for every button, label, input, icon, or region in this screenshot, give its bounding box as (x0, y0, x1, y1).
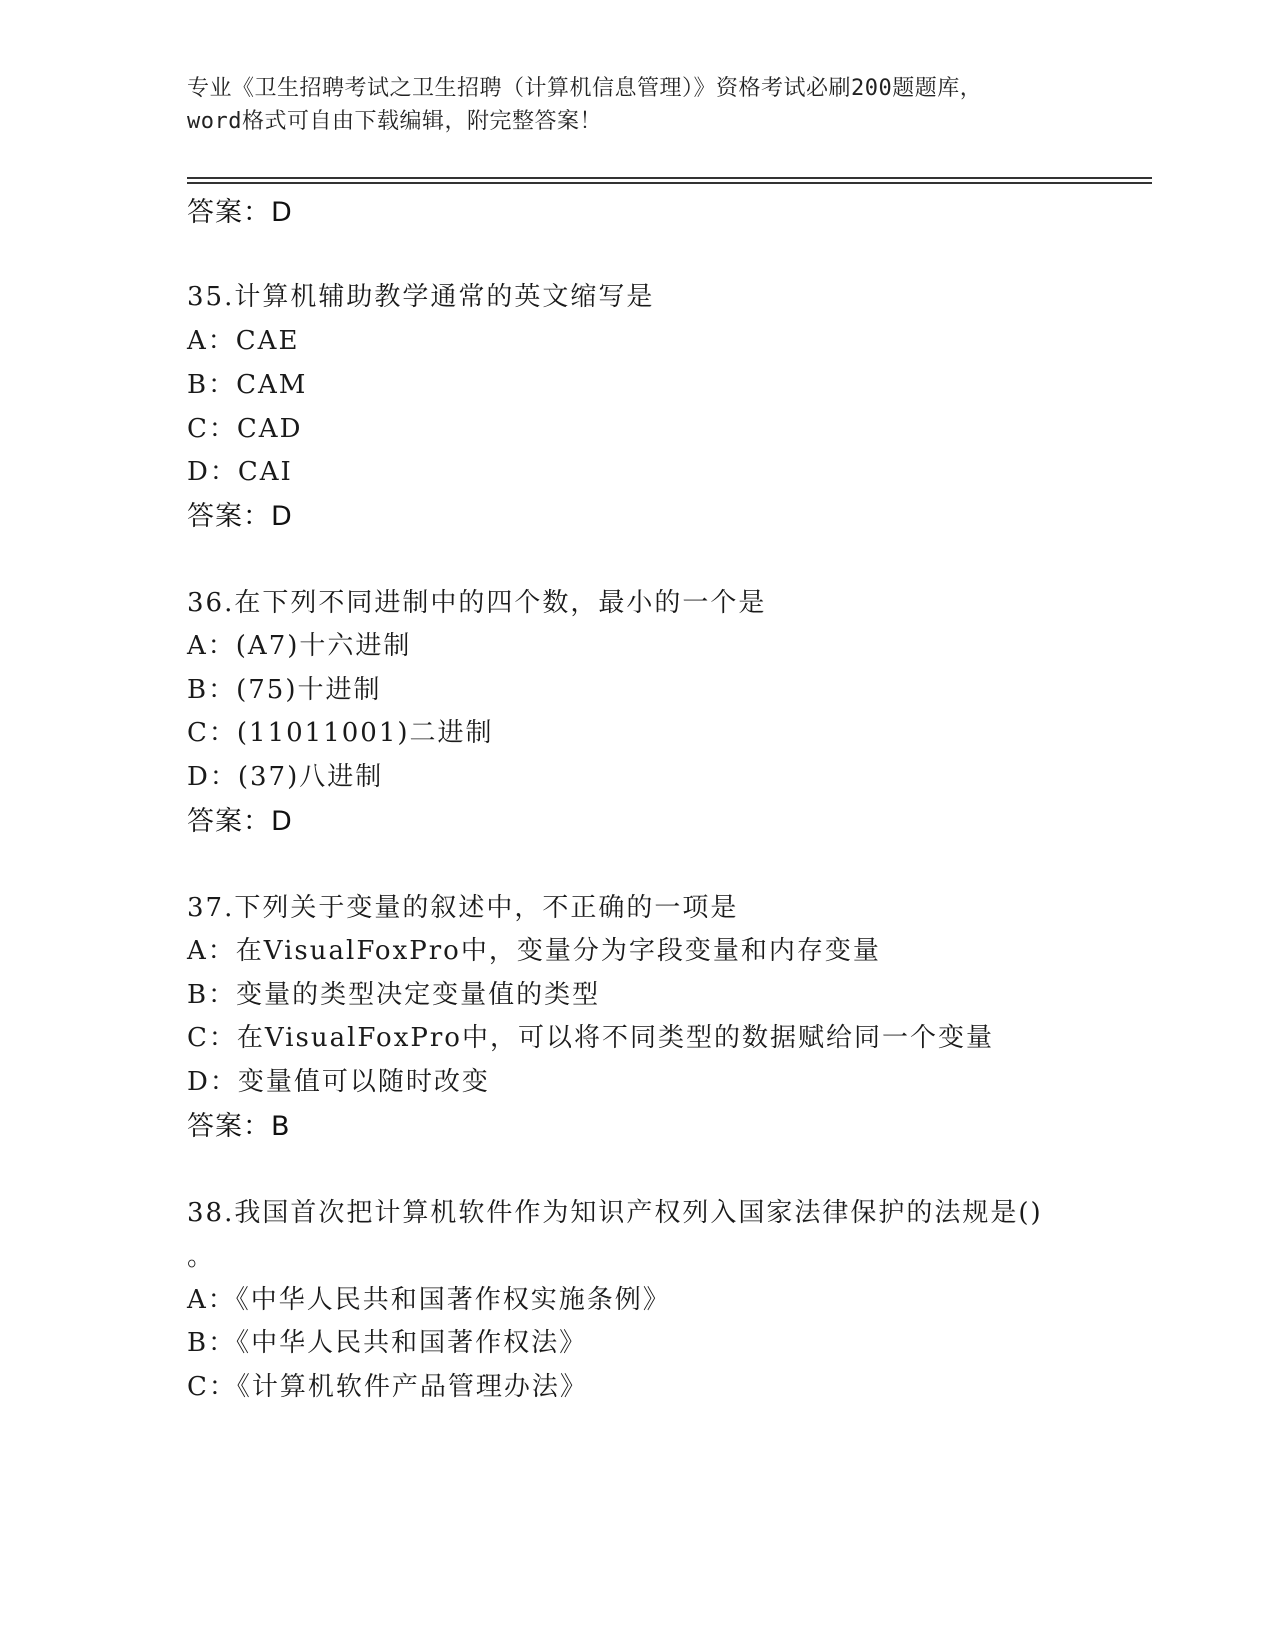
header-line-2: word格式可自由下载编辑，附完整答案！ (187, 109, 602, 134)
question-36-option-b: B：(75)十进制 (187, 675, 382, 705)
question-35-option-d: D：CAI (187, 457, 293, 487)
document-header (187, 72, 1087, 138)
question-35-option-c: C：CAD (187, 414, 303, 444)
previous-answer: 答案：D (187, 197, 293, 228)
question-36-option-d: D：(37)八进制 (187, 762, 384, 792)
question-35-option-b: B：CAM (187, 370, 308, 400)
question-37-option-b: B：变量的类型决定变量值的类型 (187, 980, 601, 1010)
question-38-text: 38.我国首次把计算机软件作为知识产权列入国家法律保护的法规是() (187, 1198, 1043, 1228)
question-36-text: 36.在下列不同进制中的四个数，最小的一个是 (187, 588, 767, 618)
header-rule-bottom (187, 182, 1152, 184)
question-35-option-a: A：CAE (187, 326, 300, 356)
header-rule-top (187, 177, 1152, 179)
question-38-option-b: B：《中华人民共和国著作权法》 (187, 1328, 588, 1358)
question-37-option-c: C：在VisualFoxPro中，可以将不同类型的数据赋给同一个变量 (187, 1023, 994, 1053)
question-38-option-a: A：《中华人民共和国著作权实施条例》 (187, 1285, 671, 1315)
question-36-answer: 答案：D (187, 806, 293, 837)
question-38-option-c: C：《计算机软件产品管理办法》 (187, 1372, 588, 1402)
question-37-answer: 答案：B (187, 1111, 291, 1142)
question-35-text: 35.计算机辅助教学通常的英文缩写是 (187, 282, 655, 312)
question-38-text-continued: 。 (187, 1242, 216, 1272)
header-line-1: 专业《卫生招聘考试之卫生招聘（计算机信息管理）》资格考试必刷200题题库， (187, 76, 983, 101)
question-35-answer: 答案：D (187, 501, 293, 532)
question-36-option-a: A：(A7)十六进制 (187, 631, 412, 661)
question-37-option-d: D：变量值可以随时改变 (187, 1067, 490, 1097)
question-36-option-c: C：(11011001)二进制 (187, 718, 494, 748)
question-37-text: 37.下列关于变量的叙述中，不正确的一项是 (187, 893, 739, 923)
question-37-option-a: A：在VisualFoxPro中，变量分为字段变量和内存变量 (187, 936, 881, 966)
